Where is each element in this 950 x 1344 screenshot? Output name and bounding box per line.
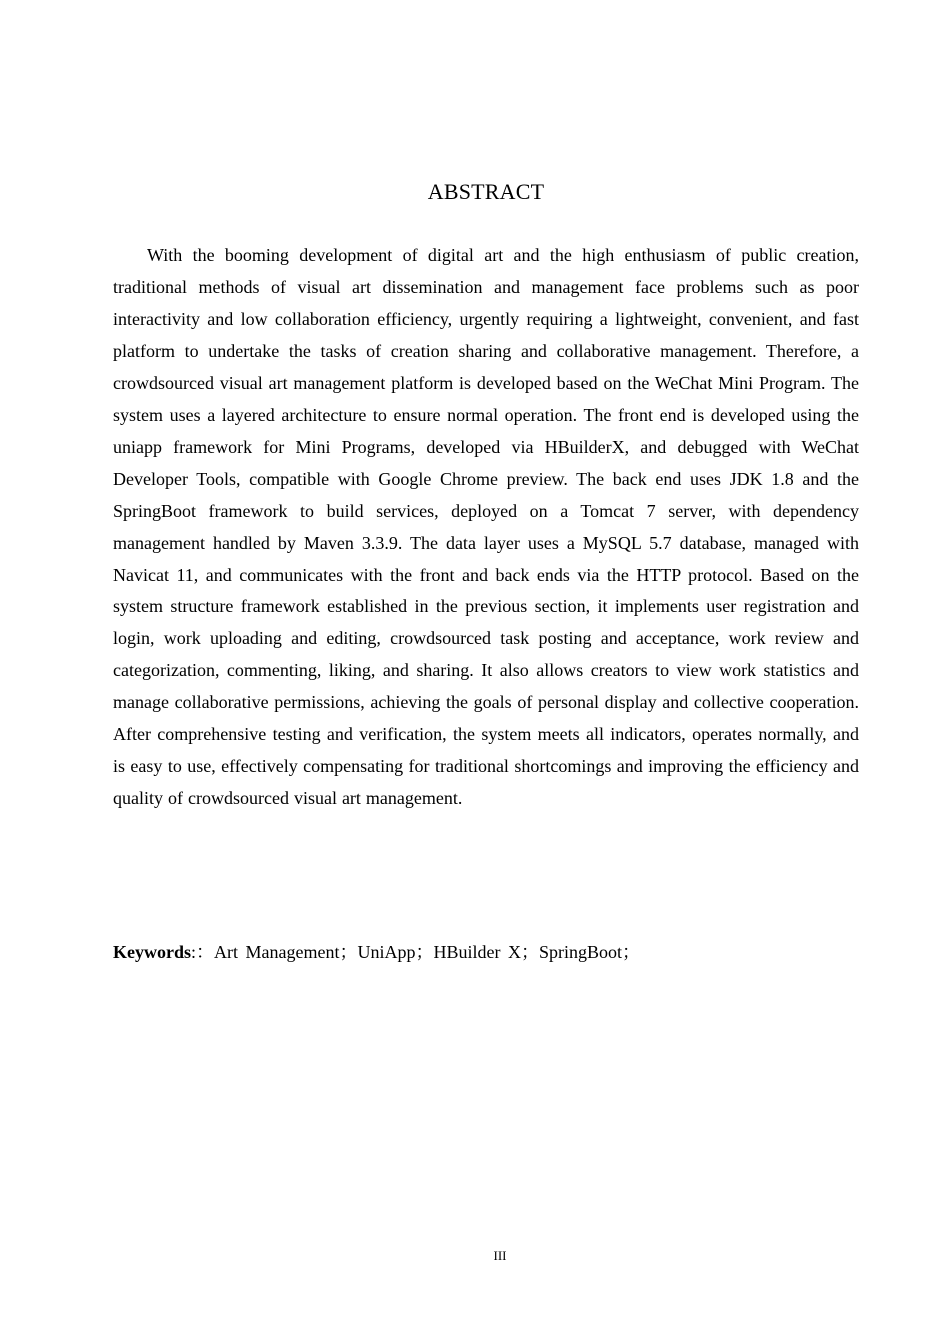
keywords-list: :：Art Management；UniApp；HBuilder X；SpringBoot； bbox=[191, 942, 640, 962]
abstract-title: ABSTRACT bbox=[427, 179, 545, 204]
keywords-label: Keywords bbox=[113, 942, 191, 962]
page-number: III bbox=[493, 1248, 507, 1263]
keywords-line bbox=[113, 937, 859, 967]
abstract-body-paragraph: With the booming development of digital art and the high enthusiasm of public creation, traditional methods of visual art dissemination and management face problems such as poor interactivity and low collaboration efficiency, urgently requiring a lightweight, convenient, and fast platform to undertake the tasks of creation sharing and collaborative management. Therefore, a crowdsourced visual art management platform is developed based on the WeChat Mini Program. The system uses a layered architecture to ensure normal operation. The front end is developed using the uniapp framework for Mini Programs, developed via HBuilderX, and debugged with WeChat Developer Tools, compatible with Google Chrome preview. The back end uses JDK 1.8 and the SpringBoot framework to build services, deployed on a Tomcat 7 server, with dependency management handled by Maven 3.3.9. The data layer uses a MySQL 5.7 database, managed with Navicat 11, and communicates with the front and back ends via the HTTP protocol. Based on the system structure framework established in the previous section, it implements user registration and login, work uploading and editing, crowdsourced task posting and acceptance, work review and categorization, commenting, liking, and sharing. It also allows creators to view work statistics and manage collaborative permissions, achieving the goals of personal display and collective cooperation. After comprehensive testing and verification, the system meets all indicators, operates normally, and is easy to use, effectively compensating for traditional shortcomings and improving the efficiency and quality of crowdsourced visual art management. bbox=[113, 245, 859, 809]
